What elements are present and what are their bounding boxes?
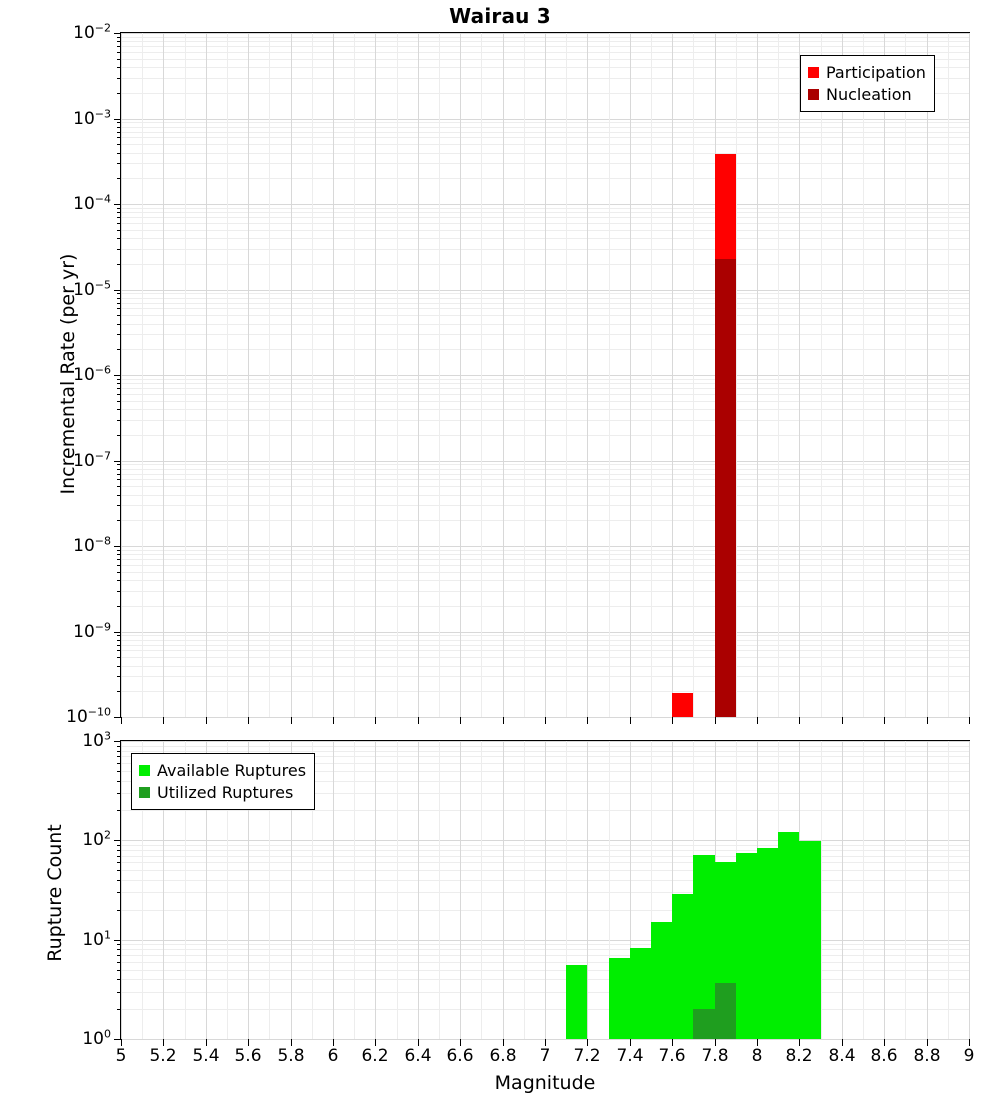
y-tick-label: $10^{-7}$ xyxy=(73,449,111,471)
x-tick-label: 7 xyxy=(539,1046,551,1066)
legend-label-participation: Participation xyxy=(826,63,926,82)
x-tick xyxy=(799,1039,800,1046)
y-tick-label: $10^{-5}$ xyxy=(73,278,111,300)
x-tick xyxy=(715,717,716,724)
legend-item-nucleation xyxy=(808,84,926,106)
x-tick xyxy=(672,717,673,724)
gridline xyxy=(206,33,207,717)
x-tick xyxy=(121,717,122,724)
gridline xyxy=(121,741,122,1039)
gridline-minor xyxy=(651,33,652,717)
x-tick-label: 8 xyxy=(751,1046,763,1066)
x-tick xyxy=(418,717,419,724)
x-tick xyxy=(545,717,546,724)
y-tick-label: $10^{-4}$ xyxy=(73,192,111,214)
y-tick xyxy=(114,632,121,633)
x-tick-label: 6.2 xyxy=(361,1046,389,1066)
x-tick xyxy=(503,717,504,724)
x-tick-label: 8.6 xyxy=(870,1046,898,1066)
gridline-minor xyxy=(185,33,186,717)
gridline xyxy=(545,741,546,1039)
x-tick xyxy=(291,717,292,724)
x-tick xyxy=(672,1039,673,1046)
y-tick-label: $10^{-3}$ xyxy=(73,107,111,129)
y-tick xyxy=(114,33,121,34)
x-tick xyxy=(460,1039,461,1046)
gridline-minor xyxy=(481,33,482,717)
rupture-count-y-axis-title: Rupture Count xyxy=(44,824,66,962)
gridline-minor xyxy=(778,33,779,717)
gridline xyxy=(121,33,122,717)
x-tick xyxy=(375,717,376,724)
x-tick xyxy=(333,717,334,724)
gridline-minor xyxy=(354,741,355,1039)
x-tick xyxy=(969,1039,970,1046)
participation-swatch xyxy=(808,67,819,78)
gridline-minor xyxy=(354,33,355,717)
gridline xyxy=(927,33,928,717)
gridline-minor xyxy=(439,741,440,1039)
x-tick xyxy=(418,1039,419,1046)
y-tick-label: $10^{-6}$ xyxy=(73,363,111,385)
gridline-minor xyxy=(481,741,482,1039)
y-tick-label: $10^{-9}$ xyxy=(73,620,111,642)
gridline xyxy=(163,33,164,717)
gridline-minor xyxy=(609,33,610,717)
y-tick xyxy=(114,546,121,547)
x-tick xyxy=(757,1039,758,1046)
y-tick-label: $10^1$ xyxy=(82,928,111,950)
gridline xyxy=(630,33,631,717)
gridline xyxy=(333,33,334,717)
chart-title: Wairau 3 xyxy=(449,4,551,28)
y-tick xyxy=(114,741,121,742)
gridline-minor xyxy=(439,33,440,717)
nucleation-swatch xyxy=(808,89,819,100)
bar xyxy=(715,983,736,1039)
gridline xyxy=(884,741,885,1039)
y-tick xyxy=(114,1039,121,1040)
gridline xyxy=(842,33,843,717)
x-tick xyxy=(630,1039,631,1046)
utilized-ruptures-swatch xyxy=(139,787,150,798)
x-tick xyxy=(248,717,249,724)
y-tick xyxy=(114,375,121,376)
gridline-minor xyxy=(312,33,313,717)
bar xyxy=(715,259,736,717)
y-tick-label: $10^{-10}$ xyxy=(66,705,111,727)
available-ruptures-swatch xyxy=(139,765,150,776)
x-tick xyxy=(163,1039,164,1046)
x-tick xyxy=(587,717,588,724)
y-tick xyxy=(114,717,121,718)
gridline-minor xyxy=(524,33,525,717)
x-tick xyxy=(842,1039,843,1046)
rupture-count-legend xyxy=(131,753,315,810)
x-tick-label: 6.6 xyxy=(446,1046,474,1066)
gridline xyxy=(969,741,970,1039)
gridline-minor xyxy=(566,33,567,717)
gridline xyxy=(884,33,885,717)
bar xyxy=(566,965,587,1039)
x-tick-label: 8.2 xyxy=(785,1046,813,1066)
x-tick-label: 5.8 xyxy=(277,1046,305,1066)
x-tick xyxy=(757,717,758,724)
gridline xyxy=(587,33,588,717)
gridline-minor xyxy=(948,741,949,1039)
bar xyxy=(799,841,820,1039)
x-tick-label: 7.4 xyxy=(616,1046,644,1066)
y-tick-label: $10^0$ xyxy=(82,1027,111,1049)
gridline xyxy=(248,33,249,717)
gridline-minor xyxy=(397,33,398,717)
y-tick-label: $10^3$ xyxy=(82,729,111,751)
gridline xyxy=(291,33,292,717)
gridline xyxy=(460,33,461,717)
y-tick xyxy=(114,119,121,120)
y-tick-label: $10^{-8}$ xyxy=(73,534,111,556)
x-tick-label: 6.4 xyxy=(404,1046,432,1066)
x-tick xyxy=(969,717,970,724)
y-tick xyxy=(114,461,121,462)
x-tick xyxy=(587,1039,588,1046)
bar xyxy=(757,848,778,1039)
incremental-rate-legend xyxy=(800,55,935,112)
legend-label-nucleation: Nucleation xyxy=(826,84,912,104)
x-tick xyxy=(375,1039,376,1046)
x-tick xyxy=(884,1039,885,1046)
x-tick-label: 6.8 xyxy=(489,1046,517,1066)
y-tick xyxy=(114,290,121,291)
y-tick-label: $10^{-2}$ xyxy=(73,21,111,43)
gridline xyxy=(545,33,546,717)
gridline xyxy=(969,33,970,717)
gridline-minor xyxy=(397,741,398,1039)
x-tick xyxy=(206,1039,207,1046)
y-tick xyxy=(114,840,121,841)
x-tick xyxy=(163,717,164,724)
y-tick xyxy=(114,940,121,941)
bar xyxy=(630,948,651,1039)
x-tick xyxy=(460,717,461,724)
gridline-minor xyxy=(905,741,906,1039)
x-tick-label: 8.8 xyxy=(913,1046,941,1066)
gridline xyxy=(418,33,419,717)
x-tick xyxy=(884,717,885,724)
x-tick xyxy=(121,1039,122,1046)
x-tick-label: 7.8 xyxy=(701,1046,729,1066)
bar xyxy=(651,922,672,1039)
x-tick-label: 6 xyxy=(327,1046,339,1066)
x-tick xyxy=(630,717,631,724)
gridline-minor xyxy=(269,33,270,717)
gridline xyxy=(799,33,800,717)
gridline xyxy=(757,33,758,717)
gridline xyxy=(672,33,673,717)
x-tick xyxy=(927,717,928,724)
x-tick xyxy=(333,1039,334,1046)
x-tick-label: 5.6 xyxy=(234,1046,262,1066)
bar xyxy=(736,853,757,1039)
x-tick-label: 5 xyxy=(115,1046,127,1066)
gridline xyxy=(333,741,334,1039)
gridline xyxy=(460,741,461,1039)
x-tick-label: 8.4 xyxy=(828,1046,856,1066)
x-tick xyxy=(545,1039,546,1046)
gridline-minor xyxy=(736,33,737,717)
x-tick-label: 5.2 xyxy=(149,1046,177,1066)
x-tick xyxy=(503,1039,504,1046)
x-tick-label: 5.4 xyxy=(192,1046,220,1066)
gridline-minor xyxy=(227,33,228,717)
legend-label-available-ruptures: Available Ruptures xyxy=(157,761,307,780)
legend-label-utilized-ruptures: Utilized Ruptures xyxy=(157,782,294,802)
x-tick-label: 7.2 xyxy=(573,1046,601,1066)
magnitude-x-axis-title: Magnitude xyxy=(494,1072,596,1094)
x-tick-label: 9 xyxy=(963,1046,975,1066)
y-tick xyxy=(114,204,121,205)
gridline xyxy=(503,33,504,717)
gridline-minor xyxy=(821,741,822,1039)
x-tick xyxy=(927,1039,928,1046)
gridline-minor xyxy=(693,33,694,717)
x-tick xyxy=(291,1039,292,1046)
gridline-minor xyxy=(905,33,906,717)
legend-item-participation xyxy=(808,62,926,84)
x-tick xyxy=(842,717,843,724)
gridline xyxy=(927,741,928,1039)
gridline xyxy=(842,741,843,1039)
gridline xyxy=(375,33,376,717)
bar xyxy=(693,1009,714,1039)
gridline-minor xyxy=(821,33,822,717)
legend-item-utilized-ruptures xyxy=(139,782,306,804)
x-tick xyxy=(206,717,207,724)
gridline xyxy=(375,741,376,1039)
x-tick xyxy=(799,717,800,724)
gridline-minor xyxy=(863,33,864,717)
gridline-minor xyxy=(863,741,864,1039)
x-tick-label: 7.6 xyxy=(658,1046,686,1066)
gridline xyxy=(503,741,504,1039)
gridline xyxy=(418,741,419,1039)
x-tick xyxy=(715,1039,716,1046)
bar xyxy=(672,693,693,717)
bar xyxy=(672,894,693,1039)
gridline-minor xyxy=(142,33,143,717)
legend-item-available-ruptures xyxy=(139,760,306,782)
gridline-minor xyxy=(948,33,949,717)
x-tick xyxy=(248,1039,249,1046)
incremental-rate-y-axis-title: Incremental Rate (per yr) xyxy=(57,253,79,495)
bar xyxy=(778,832,799,1039)
bar xyxy=(609,958,630,1039)
y-tick-label: $10^2$ xyxy=(82,828,111,850)
gridline-minor xyxy=(524,741,525,1039)
